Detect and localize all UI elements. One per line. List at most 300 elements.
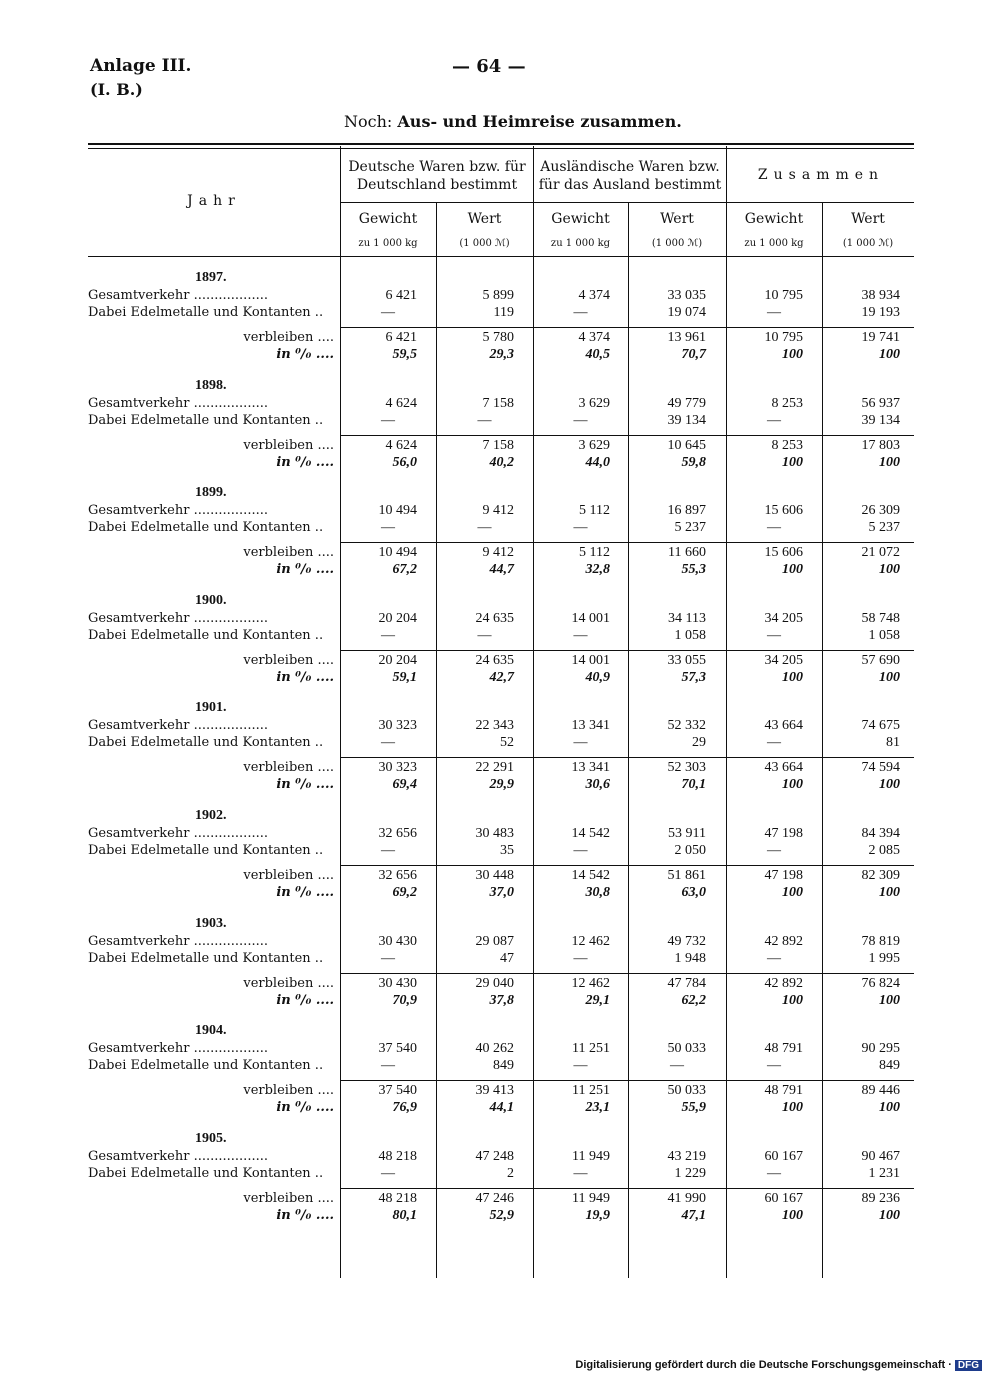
verbleiben-cell: 5 112 (579, 545, 610, 561)
verbleiben-cell: 13 961 (667, 330, 706, 345)
verbleiben-cell: 4 374 (578, 330, 610, 345)
in-prozent-cell: 29,9 (489, 777, 514, 793)
verbleiben-cell: 37 540 (378, 1083, 417, 1099)
in-prozent-cell: 100 (782, 885, 803, 900)
verbleiben-label: verbleiben .... (243, 975, 334, 991)
verbleiben-cell: 30 430 (378, 975, 417, 991)
in-prozent-cell: 56,0 (392, 454, 417, 470)
in-prozent-cell: 100 (782, 562, 803, 578)
verbleiben-cell: 41 990 (667, 1190, 706, 1206)
in-prozent-cell: 100 (879, 992, 900, 1008)
page-number: — 64 — (452, 56, 526, 77)
in-prozent-cell: 40,2 (489, 454, 514, 470)
anlage-label: Anlage III. (90, 56, 192, 76)
in-prozent-cell: 80,1 (392, 1207, 417, 1223)
in-prozent-label: in ⁰/₀ .... (276, 562, 334, 578)
subtotal-rule (340, 973, 914, 974)
in-prozent-cell: 100 (879, 669, 900, 685)
dabei-edelmetalle-cell: — (477, 520, 492, 536)
dabei-edelmetalle-cell: — (767, 412, 781, 428)
group-header-auslaendische: Ausländische Waren bzw. für das Ausland bestimmt (538, 159, 722, 193)
in-prozent-cell: 70,9 (392, 992, 417, 1008)
gesamtverkehr-label: Gesamtverkehr .................. (88, 503, 268, 519)
gesamtverkehr-cell: 30 483 (475, 826, 514, 841)
verbleiben-cell: 9 412 (482, 545, 514, 561)
in-prozent-cell: 100 (879, 1100, 900, 1116)
in-prozent-cell: 100 (782, 777, 803, 793)
verbleiben-cell: 39 413 (475, 1083, 514, 1099)
verbleiben-cell: 4 624 (385, 437, 417, 453)
dabei-edelmetalle-cell: — (573, 520, 588, 536)
dabei-edelmetalle-cell: — (573, 412, 588, 428)
dabei-edelmetalle-cell: 47 (500, 950, 514, 966)
verbleiben-cell: 13 341 (571, 760, 610, 776)
subtotal-rule (340, 435, 914, 436)
dabei-edelmetalle-cell: 29 (692, 735, 706, 751)
vline-6 (822, 202, 823, 1278)
dabei-edelmetalle-cell: — (573, 843, 588, 858)
in-prozent-cell: 29,1 (585, 992, 610, 1008)
in-prozent-cell: 100 (782, 1100, 803, 1116)
in-prozent-cell: 40,9 (585, 669, 610, 685)
in-prozent-cell: 76,9 (392, 1100, 417, 1116)
dabei-edelmetalle-label: Dabei Edelmetalle und Kontanten .. (88, 520, 324, 536)
gesamtverkehr-cell: 16 897 (667, 503, 706, 519)
dabei-edelmetalle-cell: — (767, 843, 781, 858)
verbleiben-cell: 10 645 (667, 437, 706, 453)
in-prozent-label: in ⁰/₀ .... (276, 992, 334, 1008)
in-prozent-label: in ⁰/₀ .... (276, 454, 334, 470)
verbleiben-cell: 57 690 (861, 652, 900, 668)
dabei-edelmetalle-cell: — (573, 735, 588, 751)
dabei-edelmetalle-cell: — (381, 843, 395, 858)
in-prozent-cell: 69,4 (392, 777, 417, 793)
verbleiben-label: verbleiben .... (243, 1083, 334, 1099)
verbleiben-cell: 21 072 (861, 545, 900, 561)
in-prozent-cell: 67,2 (392, 562, 417, 578)
year-label: 1902. (195, 808, 227, 823)
gesamtverkehr-label: Gesamtverkehr .................. (88, 826, 268, 841)
gesamtverkehr-cell: 90 467 (861, 1148, 900, 1164)
in-prozent-cell: 59,1 (392, 669, 417, 685)
gesamtverkehr-cell: 58 748 (861, 610, 900, 626)
gewicht-unit: zu 1 000 kg (744, 238, 804, 249)
dabei-edelmetalle-cell: — (767, 1165, 781, 1181)
dabei-edelmetalle-cell: — (573, 305, 588, 320)
dabei-edelmetalle-cell: 39 134 (861, 412, 900, 428)
verbleiben-cell: 48 218 (378, 1190, 417, 1206)
jahr-header: Jahr (187, 193, 241, 209)
in-prozent-cell: 32,8 (585, 562, 610, 578)
gesamtverkehr-cell: 14 542 (571, 826, 610, 841)
dabei-edelmetalle-cell: — (573, 1058, 588, 1074)
wert-header: Wert (660, 211, 694, 227)
in-prozent-cell: 100 (782, 454, 803, 470)
dabei-edelmetalle-cell: 5 237 (674, 520, 706, 536)
year-label: 1901. (195, 700, 227, 716)
verbleiben-cell: 3 629 (578, 437, 610, 453)
group-header-deutsche: Deutsche Waren bzw. für Deutschland bestimmt (348, 159, 526, 193)
dabei-edelmetalle-cell: 1 948 (674, 950, 706, 966)
dabei-edelmetalle-cell: 849 (879, 1058, 900, 1074)
verbleiben-cell: 10 494 (378, 545, 417, 561)
dabei-edelmetalle-cell: — (381, 305, 395, 320)
year-label: 1903. (195, 915, 227, 931)
gesamtverkehr-cell: 20 204 (378, 610, 417, 626)
dabei-edelmetalle-label: Dabei Edelmetalle und Kontanten .. (88, 412, 324, 428)
verbleiben-cell: 34 205 (764, 652, 803, 668)
verbleiben-cell: 76 824 (861, 975, 900, 991)
gesamtverkehr-cell: 4 624 (385, 395, 417, 411)
in-prozent-cell: 37,8 (489, 992, 514, 1008)
verbleiben-label: verbleiben .... (243, 652, 334, 668)
in-prozent-cell: 100 (782, 1207, 803, 1223)
verbleiben-cell: 32 656 (378, 868, 417, 883)
in-prozent-cell: 63,0 (681, 885, 706, 900)
gewicht-header: Gewicht (358, 211, 418, 227)
verbleiben-cell: 43 664 (764, 760, 803, 776)
gesamtverkehr-label: Gesamtverkehr .................. (88, 610, 268, 626)
in-prozent-cell: 55,3 (681, 562, 706, 578)
gesamtverkehr-cell: 24 635 (475, 610, 514, 626)
verbleiben-cell: 48 791 (764, 1083, 803, 1099)
top-double-rule-2 (88, 148, 914, 149)
dabei-edelmetalle-cell: — (381, 1165, 395, 1181)
dabei-edelmetalle-cell: 5 237 (868, 520, 900, 536)
dabei-edelmetalle-cell: — (573, 950, 588, 966)
vline-4 (628, 202, 629, 1278)
verbleiben-label: verbleiben .... (243, 1190, 334, 1206)
gesamtverkehr-cell: 4 374 (578, 288, 610, 303)
dabei-edelmetalle-cell: 1 995 (868, 950, 900, 966)
verbleiben-cell: 6 421 (385, 330, 417, 345)
dabei-edelmetalle-cell: 19 193 (861, 305, 900, 320)
dabei-edelmetalle-cell: — (573, 1165, 588, 1181)
verbleiben-cell: 11 660 (668, 545, 706, 561)
verbleiben-cell: 11 251 (572, 1083, 610, 1099)
dabei-edelmetalle-cell: 1 229 (674, 1165, 706, 1181)
gesamtverkehr-cell: 49 779 (667, 395, 706, 411)
group-divider-rule (340, 202, 914, 203)
wert-unit: (1 000 ℳ) (651, 238, 703, 249)
gesamtverkehr-cell: 6 421 (385, 288, 417, 303)
footer-text: Digitalisierung gefördert durch die Deutsche Forschungsgemeinschaft · (575, 1359, 952, 1371)
verbleiben-cell: 60 167 (764, 1190, 803, 1206)
gesamtverkehr-label: Gesamtverkehr .................. (88, 395, 268, 411)
in-prozent-cell: 52,9 (489, 1207, 514, 1223)
subtotal-rule (340, 650, 914, 651)
dabei-edelmetalle-cell: 19 074 (667, 305, 706, 320)
gesamtverkehr-cell: 13 341 (571, 718, 610, 734)
verbleiben-label: verbleiben .... (243, 330, 334, 345)
verbleiben-cell: 52 303 (667, 760, 706, 776)
gesamtverkehr-cell: 5 112 (579, 503, 610, 519)
gewicht-unit: zu 1 000 kg (358, 238, 418, 249)
top-double-rule-1 (88, 143, 914, 145)
gesamtverkehr-label: Gesamtverkehr .................. (88, 1148, 268, 1164)
gesamtverkehr-cell: 47 198 (764, 826, 803, 841)
gesamtverkehr-cell: 7 158 (482, 395, 514, 411)
subtotal-rule (340, 865, 914, 866)
gesamtverkehr-cell: 47 248 (475, 1148, 514, 1164)
group-header-zusammen: Zusammen (757, 167, 885, 183)
gesamtverkehr-cell: 56 937 (861, 395, 900, 411)
verbleiben-cell: 19 741 (861, 330, 900, 345)
in-prozent-cell: 47,1 (681, 1207, 706, 1223)
dabei-edelmetalle-cell: — (477, 627, 492, 643)
in-prozent-cell: 100 (879, 562, 900, 578)
dabei-edelmetalle-label: Dabei Edelmetalle und Kontanten .. (88, 1165, 324, 1181)
gesamtverkehr-cell: 37 540 (378, 1041, 417, 1057)
gewicht-header: Gewicht (551, 211, 610, 227)
in-prozent-cell: 30,6 (585, 777, 610, 793)
in-prozent-label: in ⁰/₀ .... (276, 347, 334, 362)
gesamtverkehr-cell: 32 656 (378, 826, 417, 841)
gesamtverkehr-cell: 11 251 (572, 1041, 610, 1057)
gesamtverkehr-cell: 42 892 (764, 933, 803, 949)
dabei-edelmetalle-cell: 1 231 (868, 1165, 900, 1181)
in-prozent-cell: 37,0 (489, 885, 514, 900)
dabei-edelmetalle-cell: 39 134 (667, 412, 706, 428)
title-main: Aus- und Heimreise zusammen. (397, 112, 682, 131)
subtotal-rule (340, 1188, 914, 1189)
in-prozent-label: in ⁰/₀ .... (276, 885, 334, 900)
gesamtverkehr-label: Gesamtverkehr .................. (88, 1041, 268, 1057)
wert-header: Wert (851, 211, 885, 227)
gesamtverkehr-cell: 43 664 (764, 718, 803, 734)
verbleiben-cell: 33 055 (667, 652, 706, 668)
in-prozent-cell: 100 (782, 992, 803, 1008)
verbleiben-label: verbleiben .... (243, 868, 334, 883)
in-prozent-cell: 44,7 (489, 562, 514, 578)
dabei-edelmetalle-cell: — (767, 305, 781, 320)
verbleiben-cell: 17 803 (861, 437, 900, 453)
gesamtverkehr-cell: 78 819 (861, 933, 900, 949)
gesamtverkehr-cell: 49 732 (667, 933, 706, 949)
year-label: 1899. (195, 485, 227, 501)
gesamtverkehr-cell: 26 309 (861, 503, 900, 519)
year-label: 1904. (195, 1023, 227, 1039)
verbleiben-cell: 50 033 (667, 1083, 706, 1099)
verbleiben-cell: 10 795 (764, 330, 803, 345)
dabei-edelmetalle-cell: 2 085 (868, 843, 900, 858)
verbleiben-cell: 47 198 (764, 868, 803, 883)
dabei-edelmetalle-cell: — (381, 950, 395, 966)
dabei-edelmetalle-cell: 849 (493, 1058, 514, 1074)
dabei-edelmetalle-cell: 1 058 (868, 627, 900, 643)
verbleiben-cell: 89 236 (861, 1190, 900, 1206)
verbleiben-cell: 30 323 (378, 760, 417, 776)
dabei-edelmetalle-label: Dabei Edelmetalle und Kontanten .. (88, 1058, 324, 1074)
in-prozent-cell: 44,0 (585, 454, 610, 470)
gesamtverkehr-cell: 8 253 (771, 395, 803, 411)
wert-header: Wert (467, 211, 502, 227)
in-prozent-cell: 100 (879, 777, 900, 793)
dabei-edelmetalle-cell: 2 050 (674, 843, 706, 858)
gesamtverkehr-label: Gesamtverkehr .................. (88, 288, 268, 303)
gesamtverkehr-cell: 29 087 (475, 933, 514, 949)
in-prozent-cell: 44,1 (489, 1100, 514, 1116)
gesamtverkehr-cell: 34 113 (668, 610, 706, 626)
verbleiben-cell: 24 635 (475, 652, 514, 668)
in-prozent-cell: 57,3 (681, 669, 706, 685)
year-label: 1900. (195, 592, 227, 608)
dabei-edelmetalle-cell: — (670, 1058, 684, 1074)
in-prozent-cell: 69,2 (392, 885, 417, 900)
verbleiben-label: verbleiben .... (243, 437, 334, 453)
dabei-edelmetalle-cell: — (381, 627, 395, 643)
gesamtverkehr-cell: 10 494 (378, 503, 417, 519)
gesamtverkehr-cell: 3 629 (578, 395, 610, 411)
in-prozent-label: in ⁰/₀ .... (276, 1100, 334, 1116)
gesamtverkehr-cell: 48 218 (378, 1148, 417, 1164)
in-prozent-cell: 100 (782, 347, 803, 362)
gesamtverkehr-cell: 90 295 (861, 1041, 900, 1057)
title-prefix: Noch: (344, 112, 393, 131)
gesamtverkehr-cell: 30 323 (378, 718, 417, 734)
wert-unit: (1 000 ℳ) (842, 238, 894, 249)
in-prozent-cell: 40,5 (585, 347, 610, 362)
verbleiben-cell: 5 780 (482, 330, 514, 345)
gesamtverkehr-cell: 11 949 (572, 1148, 610, 1164)
gesamtverkehr-cell: 15 606 (764, 503, 803, 519)
verbleiben-cell: 7 158 (482, 437, 514, 453)
dabei-edelmetalle-cell: — (477, 412, 492, 428)
dabei-edelmetalle-cell: — (381, 520, 395, 536)
verbleiben-cell: 8 253 (771, 437, 803, 453)
in-prozent-cell: 19,9 (585, 1207, 610, 1223)
dabei-edelmetalle-cell: — (767, 1058, 781, 1074)
verbleiben-cell: 29 040 (475, 975, 514, 991)
in-prozent-cell: 100 (879, 347, 900, 362)
dabei-edelmetalle-cell: — (381, 1058, 395, 1074)
verbleiben-cell: 42 892 (764, 975, 803, 991)
in-prozent-cell: 100 (879, 1207, 900, 1223)
dabei-edelmetalle-label: Dabei Edelmetalle und Kontanten .. (88, 735, 324, 751)
year-label: 1897. (195, 270, 227, 285)
dabei-edelmetalle-cell: 35 (500, 843, 514, 858)
gesamtverkehr-cell: 9 412 (482, 503, 514, 519)
dfg-logo: DFG (955, 1360, 982, 1371)
dabei-edelmetalle-cell: — (767, 627, 781, 643)
gesamtverkehr-cell: 22 343 (475, 718, 514, 734)
gesamtverkehr-cell: 33 035 (667, 288, 706, 303)
in-prozent-cell: 62,2 (681, 992, 706, 1008)
verbleiben-label: verbleiben .... (243, 760, 334, 776)
in-prozent-label: in ⁰/₀ .... (276, 777, 334, 793)
subtotal-rule (340, 1080, 914, 1081)
dabei-edelmetalle-label: Dabei Edelmetalle und Kontanten .. (88, 843, 324, 858)
verbleiben-cell: 14 001 (571, 652, 610, 668)
anlage-sub-label: (I. B.) (90, 80, 143, 99)
in-prozent-cell: 70,1 (681, 777, 706, 793)
gesamtverkehr-cell: 84 394 (861, 826, 900, 841)
in-prozent-cell: 100 (879, 885, 900, 900)
in-prozent-cell: 23,1 (585, 1100, 610, 1116)
verbleiben-cell: 20 204 (378, 652, 417, 668)
gesamtverkehr-label: Gesamtverkehr .................. (88, 933, 268, 949)
gesamtverkehr-cell: 34 205 (764, 610, 803, 626)
footer-credit (575, 1359, 982, 1371)
gewicht-unit: zu 1 000 kg (550, 238, 611, 249)
dabei-edelmetalle-cell: 1 058 (674, 627, 706, 643)
gesamtverkehr-cell: 14 001 (571, 610, 610, 626)
dabei-edelmetalle-cell: 119 (493, 305, 514, 320)
verbleiben-cell: 74 594 (861, 760, 900, 776)
dabei-edelmetalle-cell: 81 (886, 735, 900, 751)
gesamtverkehr-cell: 12 462 (571, 933, 610, 949)
gesamtverkehr-cell: 48 791 (764, 1041, 803, 1057)
verbleiben-cell: 47 784 (667, 975, 706, 991)
verbleiben-cell: 47 246 (475, 1190, 514, 1206)
gesamtverkehr-cell: 53 911 (668, 826, 706, 841)
in-prozent-cell: 100 (782, 669, 803, 685)
dabei-edelmetalle-label: Dabei Edelmetalle und Kontanten .. (88, 305, 324, 320)
gesamtverkehr-cell: 10 795 (764, 288, 803, 303)
verbleiben-cell: 30 448 (475, 868, 514, 883)
dabei-edelmetalle-cell: — (767, 735, 781, 751)
in-prozent-cell: 59,5 (392, 347, 417, 362)
verbleiben-cell: 11 949 (572, 1190, 610, 1206)
wert-unit: (1 000 ℳ) (459, 238, 510, 249)
gesamtverkehr-cell: 38 934 (861, 288, 900, 303)
vline-2 (436, 202, 437, 1278)
in-prozent-cell: 100 (879, 454, 900, 470)
dabei-edelmetalle-cell: — (767, 520, 781, 536)
in-prozent-cell: 55,9 (681, 1100, 706, 1116)
dabei-edelmetalle-cell: — (381, 412, 395, 428)
subtotal-rule (340, 757, 914, 758)
gesamtverkehr-cell: 74 675 (861, 718, 900, 734)
dabei-edelmetalle-cell: — (767, 950, 781, 966)
dabei-edelmetalle-label: Dabei Edelmetalle und Kontanten .. (88, 627, 324, 643)
gesamtverkehr-cell: 30 430 (378, 933, 417, 949)
verbleiben-cell: 12 462 (571, 975, 610, 991)
verbleiben-cell: 22 291 (475, 760, 514, 776)
in-prozent-cell: 29,3 (489, 347, 514, 362)
gesamtverkehr-cell: 43 219 (667, 1148, 706, 1164)
verbleiben-cell: 15 606 (764, 545, 803, 561)
year-label: 1898. (195, 377, 227, 393)
gesamtverkehr-cell: 5 899 (482, 288, 514, 303)
in-prozent-cell: 70,7 (681, 347, 706, 362)
dabei-edelmetalle-cell: — (573, 627, 588, 643)
verbleiben-cell: 51 861 (667, 868, 706, 883)
gewicht-header: Gewicht (744, 211, 804, 227)
gesamtverkehr-cell: 40 262 (475, 1041, 514, 1057)
in-prozent-cell: 42,7 (489, 669, 514, 685)
subtotal-rule (340, 542, 914, 543)
verbleiben-cell: 82 309 (861, 868, 900, 883)
verbleiben-cell: 89 446 (861, 1083, 900, 1099)
gesamtverkehr-label: Gesamtverkehr .................. (88, 718, 268, 734)
dabei-edelmetalle-cell: — (381, 735, 395, 751)
verbleiben-cell: 14 542 (571, 868, 610, 883)
in-prozent-cell: 30,8 (585, 885, 610, 900)
header-bottom-rule (88, 256, 914, 257)
in-prozent-label: in ⁰/₀ .... (276, 1207, 334, 1223)
dabei-edelmetalle-label: Dabei Edelmetalle und Kontanten .. (88, 950, 324, 966)
gesamtverkehr-cell: 60 167 (764, 1148, 803, 1164)
gesamtverkehr-cell: 52 332 (667, 718, 706, 734)
dabei-edelmetalle-cell: 2 (507, 1165, 514, 1181)
in-prozent-label: in ⁰/₀ .... (276, 669, 334, 685)
year-label: 1905. (195, 1130, 227, 1146)
verbleiben-label: verbleiben .... (243, 545, 334, 561)
subtotal-rule (340, 327, 914, 328)
dabei-edelmetalle-cell: 52 (500, 735, 514, 751)
in-prozent-cell: 59,8 (681, 454, 706, 470)
